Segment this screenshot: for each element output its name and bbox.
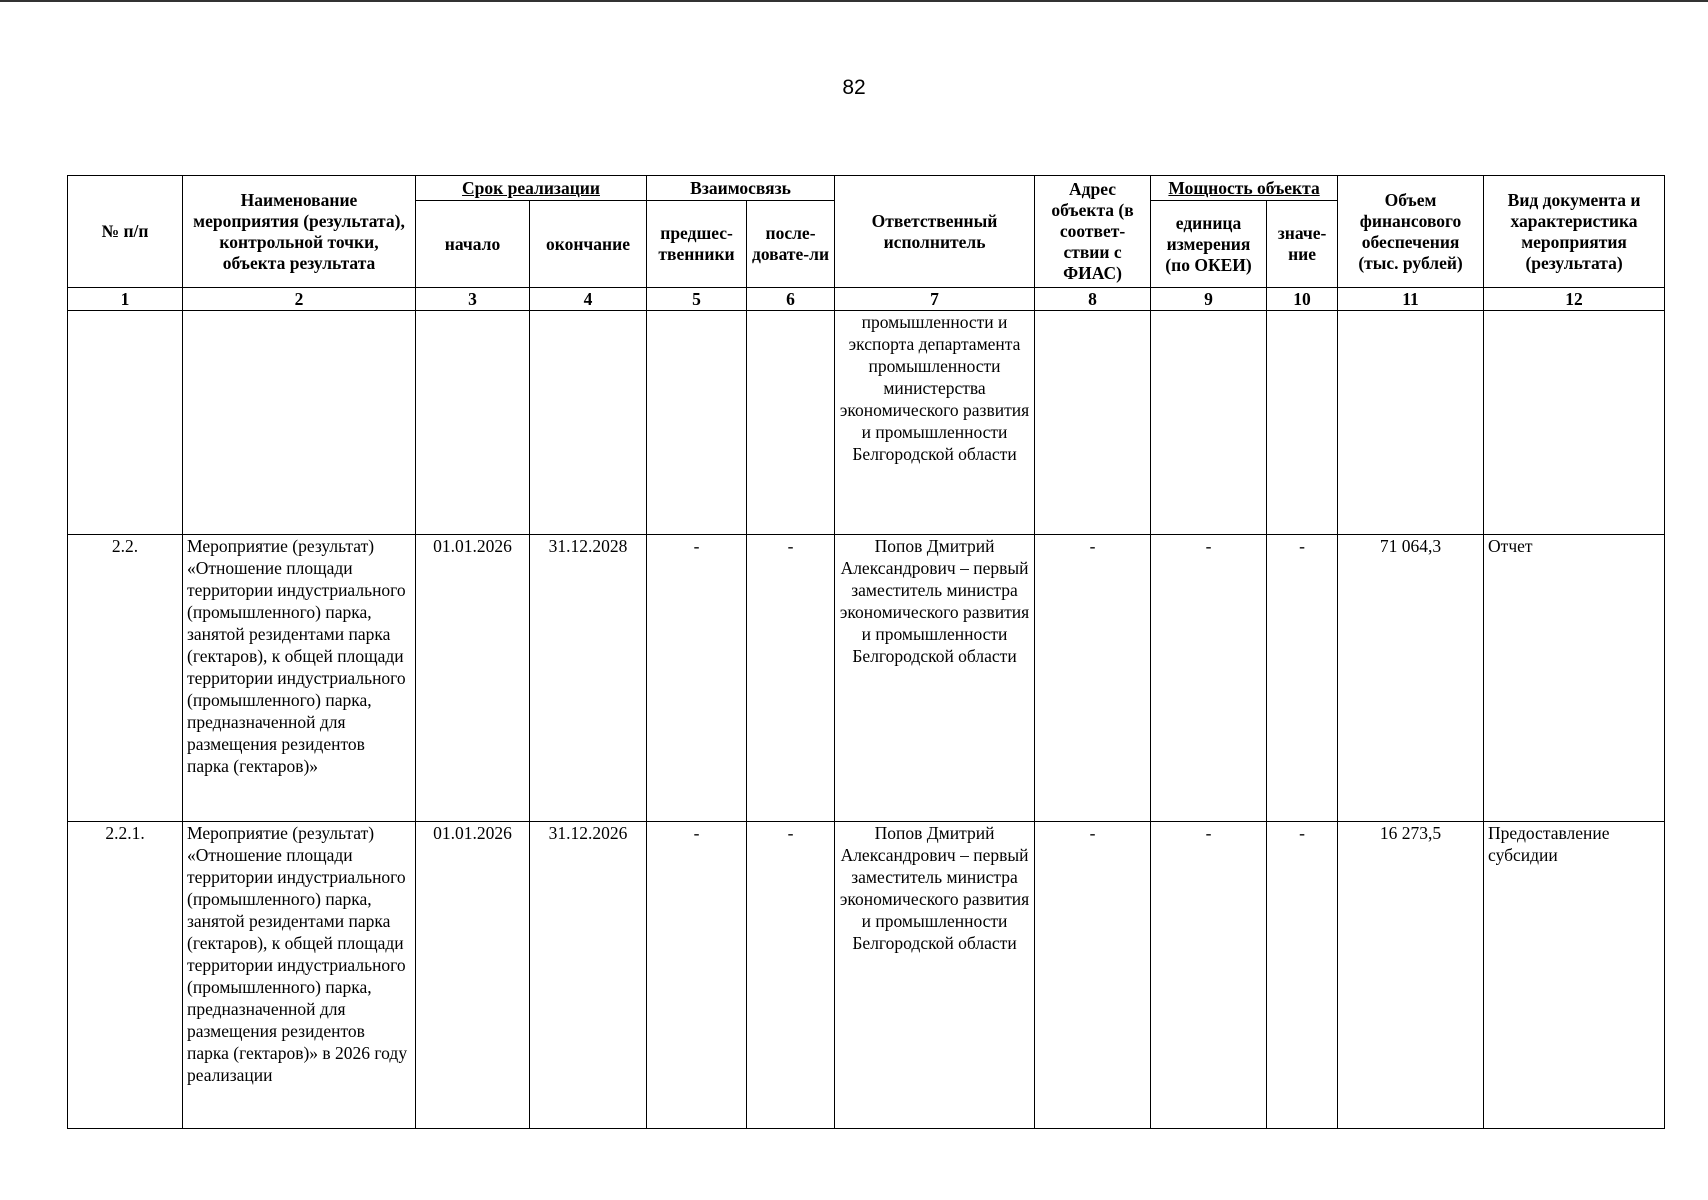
cell-name: Мероприятие (результат) «Отношение площади территории индустриального (промышленного) парка, занятой резидентами парка (гектаров), к общей площади территории индустриального (промышленного) парка, предназначенной для размещения резидентов парка (гектаров)» в 2026 году реализации (183, 822, 416, 1129)
column-number: 9 (1151, 288, 1267, 311)
cell-finance: 16 273,5 (1338, 822, 1484, 1129)
cell-finance (1338, 311, 1484, 535)
header-link-next: после-довате-ли (747, 201, 835, 288)
page-top-border (0, 0, 1708, 2)
cell-unit: - (1151, 535, 1267, 822)
cell-address: - (1035, 822, 1151, 1129)
cell-unit (1151, 311, 1267, 535)
cell-num: 2.2.1. (68, 822, 183, 1129)
table-row (68, 535, 1665, 822)
column-number: 10 (1267, 288, 1338, 311)
cell-next: - (747, 822, 835, 1129)
cell-doc: Отчет (1484, 535, 1665, 822)
cell-unit: - (1151, 822, 1267, 1129)
header-capacity-value: значе-ние (1267, 201, 1338, 288)
cell-executor: Попов Дмитрий Александрович – первый заместитель министра экономического развития и промышленности Белгородской области (835, 535, 1035, 822)
header-capacity-unit: единица измерения (по ОКЕИ) (1151, 201, 1267, 288)
header-term: Срок реализации (416, 176, 647, 201)
column-number: 6 (747, 288, 835, 311)
cell-name (183, 311, 416, 535)
header-executor: Ответственный исполнитель (835, 176, 1035, 288)
cell-prev: - (647, 535, 747, 822)
cell-prev (647, 311, 747, 535)
cell-num: 2.2. (68, 535, 183, 822)
column-number: 5 (647, 288, 747, 311)
cell-end (530, 311, 647, 535)
cell-next (747, 311, 835, 535)
cell-start (416, 311, 530, 535)
column-number: 12 (1484, 288, 1665, 311)
header-address: Адрес объекта (в соответ-ствии с ФИАС) (1035, 176, 1151, 288)
cell-executor: Попов Дмитрий Александрович – первый заместитель министра экономического развития и промышленности Белгородской области (835, 822, 1035, 1129)
cell-num (68, 311, 183, 535)
page-number: 82 (842, 76, 866, 99)
column-number: 4 (530, 288, 647, 311)
cell-value: - (1267, 535, 1338, 822)
cell-start: 01.01.2026 (416, 535, 530, 822)
cell-name: Мероприятие (результат) «Отношение площади территории индустриального (промышленного) парка, занятой резидентами парка (гектаров), к общей площади территории индустриального (промышленного) парка, предназначенной для размещения резидентов парка (гектаров)» (183, 535, 416, 822)
cell-next: - (747, 535, 835, 822)
column-number: 11 (1338, 288, 1484, 311)
column-number: 7 (835, 288, 1035, 311)
column-number: 2 (183, 288, 416, 311)
cell-start: 01.01.2026 (416, 822, 530, 1129)
cell-doc: Предоставление субсидии (1484, 822, 1665, 1129)
cell-finance: 71 064,3 (1338, 535, 1484, 822)
header-num: № п/п (68, 176, 183, 288)
cell-value (1267, 311, 1338, 535)
plan-table (67, 175, 1665, 1129)
cell-end: 31.12.2026 (530, 822, 647, 1129)
header-link-prev: предшес-твенники (647, 201, 747, 288)
cell-doc (1484, 311, 1665, 535)
header-doc-type: Вид документа и характеристика мероприятия (результата) (1484, 176, 1665, 288)
table-row (68, 311, 1665, 535)
column-number: 1 (68, 288, 183, 311)
cell-end: 31.12.2028 (530, 535, 647, 822)
header-link: Взаимосвязь (647, 176, 835, 201)
cell-prev: - (647, 822, 747, 1129)
header-term-end: окончание (530, 201, 647, 288)
cell-value: - (1267, 822, 1338, 1129)
table-row (68, 822, 1665, 1129)
header-capacity: Мощность объекта (1151, 176, 1338, 201)
cell-address: - (1035, 535, 1151, 822)
column-number: 8 (1035, 288, 1151, 311)
header-term-start: начало (416, 201, 530, 288)
cell-executor: промышленности и экспорта департамента промышленности министерства экономического развития и промышленности Белгородской области (835, 311, 1035, 535)
cell-address (1035, 311, 1151, 535)
column-number: 3 (416, 288, 530, 311)
header-name: Наименование мероприятия (результата), контрольной точки, объекта результата (183, 176, 416, 288)
header-finance: Объем финансового обеспечения (тыс. рублей) (1338, 176, 1484, 288)
